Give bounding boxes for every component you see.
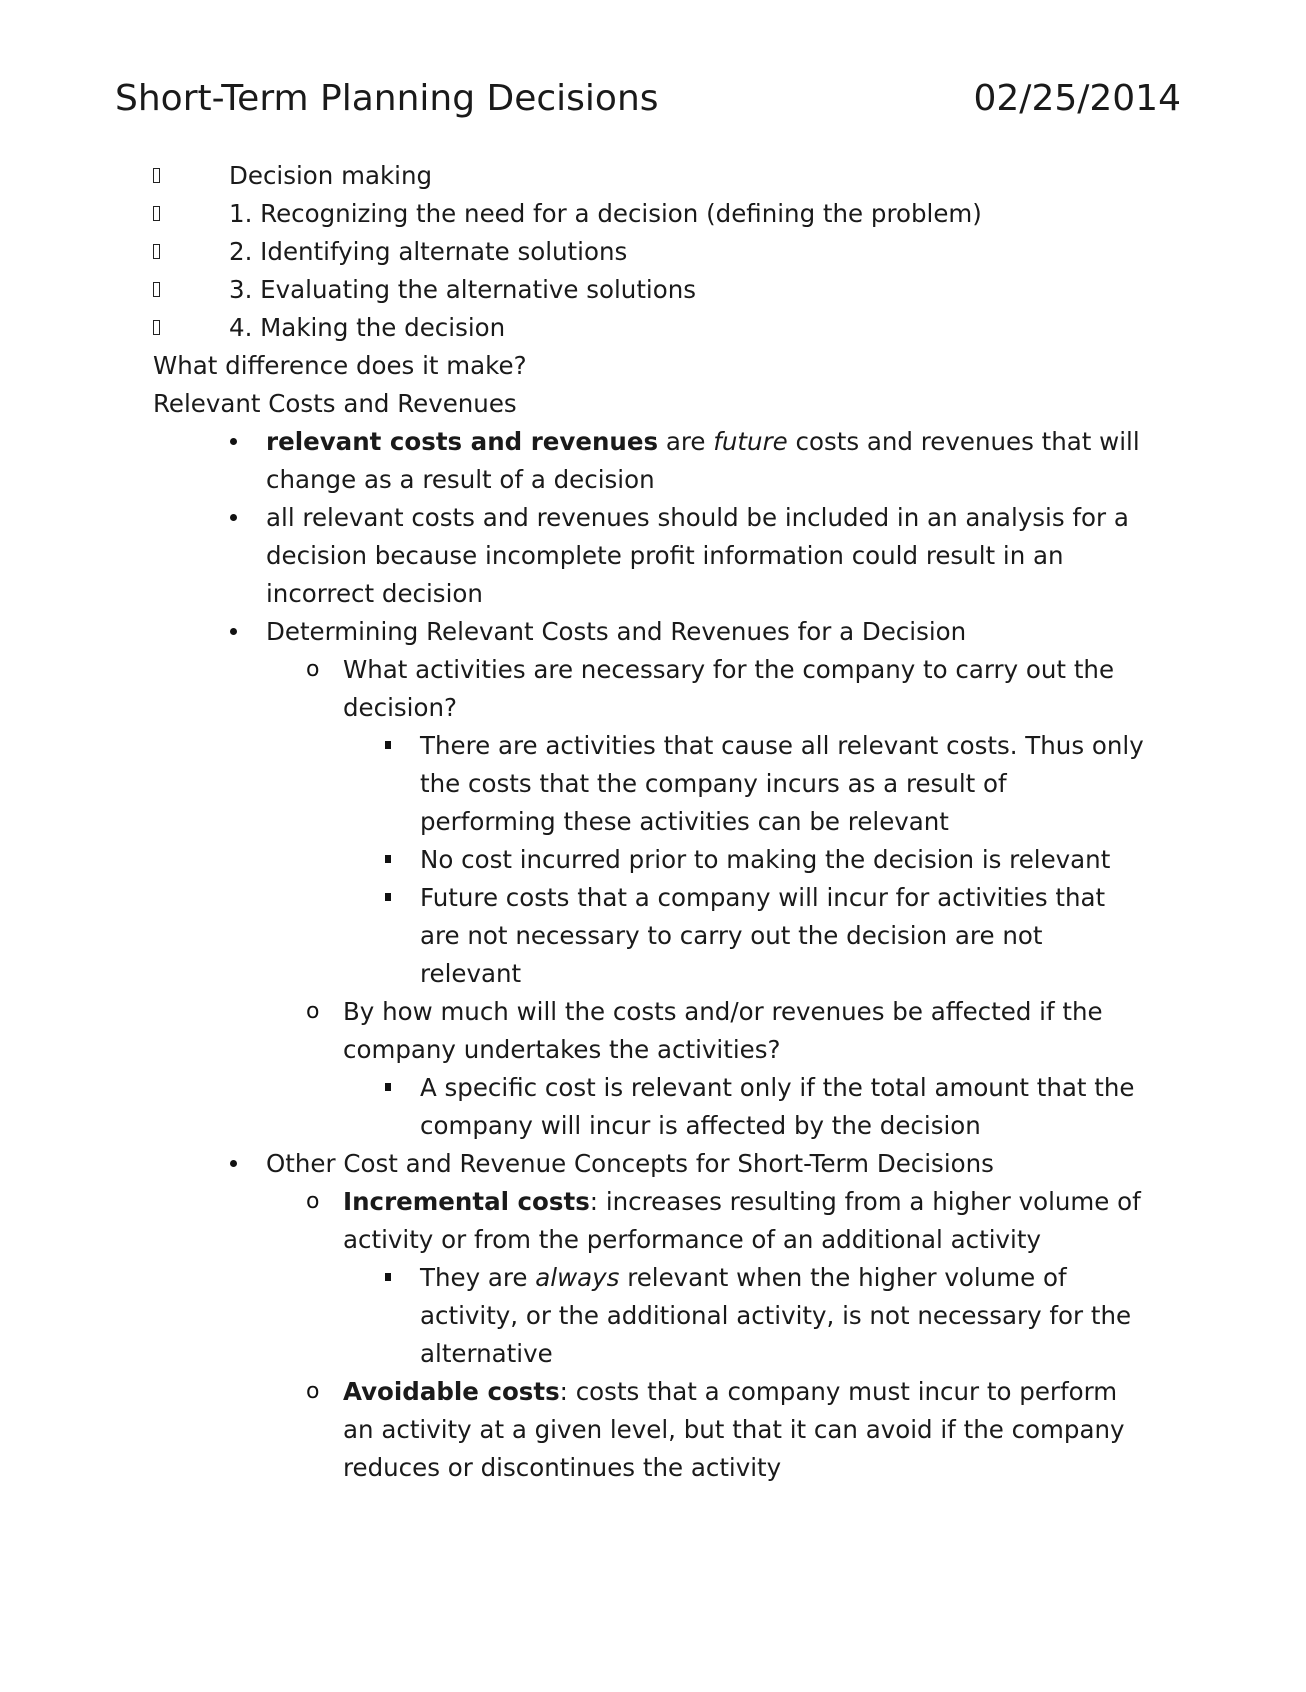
list-item: 3. Evaluating the alternative solutions xyxy=(0,271,1306,309)
section-heading: Relevant Costs and Revenues xyxy=(153,389,517,418)
square-small-bullet-icon xyxy=(385,741,391,749)
term-bold: relevant costs and revenues xyxy=(266,427,659,456)
page-date: 02/25/2014 xyxy=(973,78,1181,119)
sub-sub-list-item: Future costs that a company will incur for activities that are not necessary to carry out the decision are not relevant xyxy=(420,879,1150,993)
term-bold: Avoidable costs xyxy=(343,1377,560,1406)
sub-list-item: o Incremental costs: increases resulting from a higher volume of activity or from the performance of an additional activity xyxy=(343,1183,1143,1259)
square-small-bullet-icon xyxy=(385,893,391,901)
document-body xyxy=(0,157,1306,1487)
sub-sub-list-item: No cost incurred prior to making the decision is relevant xyxy=(420,841,1150,879)
sub-sub-list-item: There are activities that cause all relevant costs. Thus only the costs that the company incurs as a result of performing these activities can be relevant xyxy=(420,727,1150,841)
sub-list-item: o What activities are necessary for the company to carry out the decision? xyxy=(343,651,1143,727)
list-item: Other Cost and Revenue Concepts for Short-Term Decisions xyxy=(266,1145,1146,1183)
question-line: What difference does it make? xyxy=(153,351,527,380)
disc-bullet-icon xyxy=(230,514,237,521)
sub-sub-list-item: A specific cost is relevant only if the total amount that the company will incur is affected by the decision xyxy=(420,1069,1150,1145)
square-bullet-icon xyxy=(153,320,160,335)
square-small-bullet-icon xyxy=(385,1083,391,1091)
square-bullet-icon xyxy=(153,244,160,259)
list-item: Determining Relevant Costs and Revenues for a Decision xyxy=(266,613,1146,651)
circle-bullet-icon: o xyxy=(306,1379,320,1404)
list-item: 2. Identifying alternate solutions xyxy=(0,233,1306,271)
emphasis: future xyxy=(713,427,788,456)
disc-bullet-icon xyxy=(230,438,237,445)
square-small-bullet-icon xyxy=(385,855,391,863)
square-bullet-icon xyxy=(153,168,160,183)
list-item: all relevant costs and revenues should be included in an analysis for a decision because incomplete profit information could result in an incorrect decision xyxy=(266,499,1146,613)
list-item: relevant costs and revenues are future costs and revenues that will change as a result of a decision xyxy=(266,423,1146,499)
page-title: Short-Term Planning Decisions xyxy=(115,78,659,119)
circle-bullet-icon: o xyxy=(306,999,320,1024)
sub-sub-list-item: They are always relevant when the higher volume of activity, or the additional activity, is not necessary for the alternative xyxy=(420,1259,1150,1373)
circle-bullet-icon: o xyxy=(306,1189,320,1214)
square-small-bullet-icon xyxy=(385,1273,391,1281)
list-item: 1. Recognizing the need for a decision (defining the problem) xyxy=(0,195,1306,233)
page-header xyxy=(115,74,1181,124)
disc-bullet-icon xyxy=(230,628,237,635)
sub-list-item: o Avoidable costs: costs that a company must incur to perform an activity at a given level, but that it can avoid if the company reduces or discontinues the activity xyxy=(343,1373,1143,1487)
square-bullet-icon xyxy=(153,282,160,297)
list-item: Decision making xyxy=(0,157,1306,195)
list-item: 4. Making the decision xyxy=(0,309,1306,347)
sub-list-item: o By how much will the costs and/or revenues be affected if the company undertakes the activities? xyxy=(343,993,1143,1069)
emphasis: always xyxy=(535,1263,620,1292)
disc-bullet-icon xyxy=(230,1160,237,1167)
term-bold: Incremental costs xyxy=(343,1187,590,1216)
square-bullet-icon xyxy=(153,206,160,221)
circle-bullet-icon: o xyxy=(306,657,320,682)
